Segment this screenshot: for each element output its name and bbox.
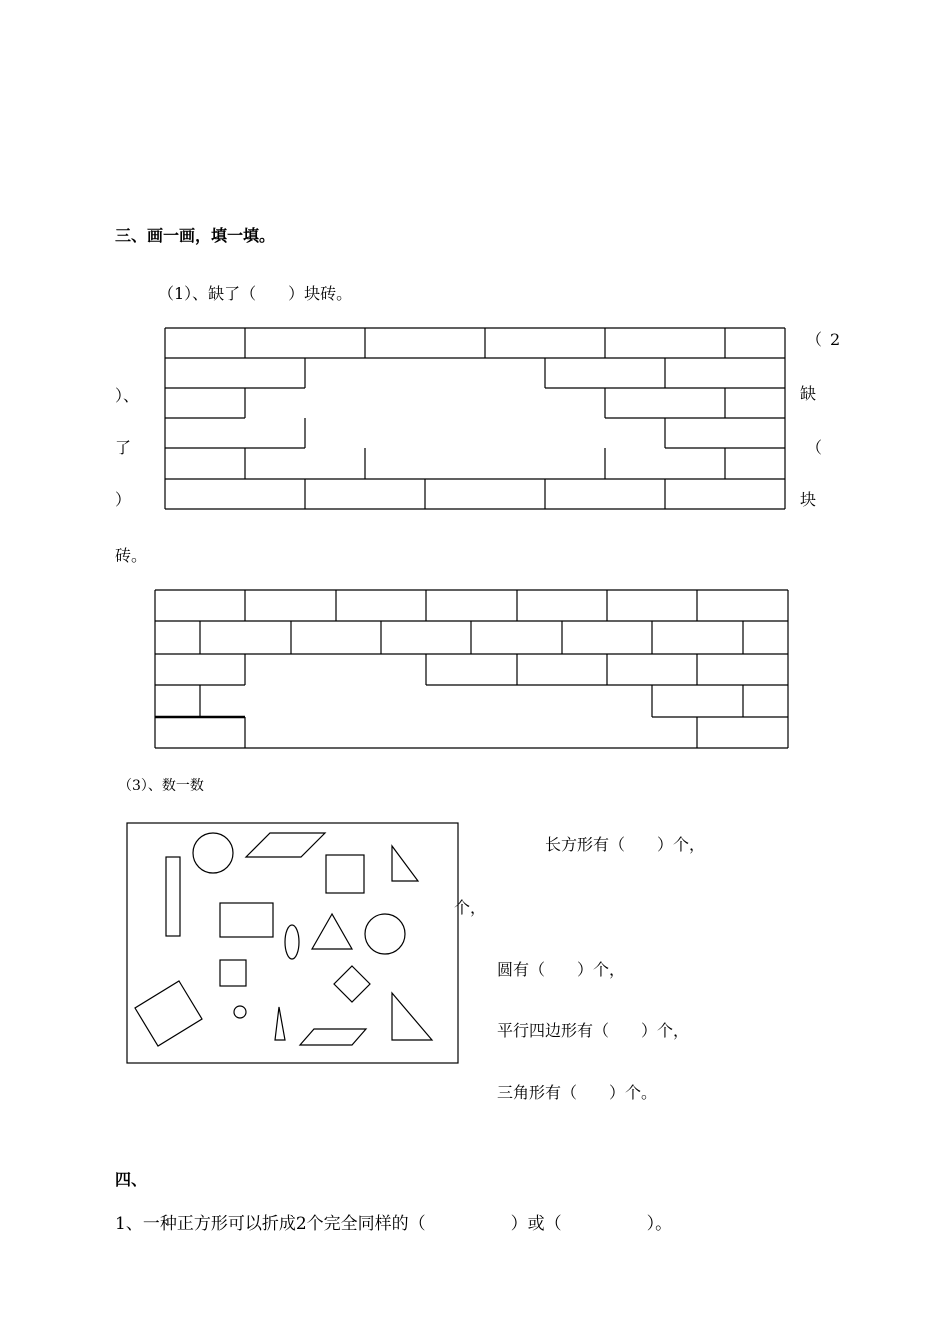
q2-right-4: （ <box>806 438 823 457</box>
parallelogram <box>300 1029 366 1045</box>
section-4-heading: 四、 <box>115 1170 148 1189</box>
q2-left-3: ） <box>115 490 132 509</box>
tilted-rectangle <box>135 981 202 1046</box>
square <box>326 855 364 893</box>
section-3-heading: 三、画一画，填一填。 <box>115 226 276 245</box>
right-triangle <box>392 846 418 881</box>
rectangle <box>220 903 273 937</box>
q2-right-1: （ <box>806 330 823 349</box>
right-triangle <box>392 993 432 1040</box>
q2-right-2: 2 <box>830 330 841 349</box>
tall-rectangle <box>166 857 180 936</box>
q2-left-2: 了 <box>115 438 132 457</box>
figure-frame <box>127 823 458 1063</box>
count-circles: 圆有（ ）个， <box>497 960 626 979</box>
section-4-question-1: 1、一种正方形可以折成2个完全同样的（ ）或（ ）。 <box>115 1214 673 1234</box>
count-fragment: 个， <box>454 898 487 917</box>
q2-right-5: 块 <box>800 490 817 509</box>
small-circle <box>234 1006 246 1018</box>
ellipse <box>285 925 299 959</box>
q2-right-3: 缺 <box>800 384 817 403</box>
small-square <box>220 960 246 986</box>
circle <box>193 833 233 873</box>
question-1-text: （1）、缺了（ ）块砖。 <box>158 284 353 303</box>
count-rectangles: 长方形有（ ）个， <box>545 835 706 854</box>
circle <box>365 914 405 954</box>
q2-left-1: ）、 <box>115 386 140 405</box>
parallelogram <box>246 833 325 857</box>
count-triangles: 三角形有（ ）个。 <box>497 1083 658 1102</box>
count-parallelograms: 平行四边形有（ ）个， <box>497 1021 690 1040</box>
question-3-label: （3）、数一数 <box>118 778 204 794</box>
triangle <box>312 914 352 949</box>
q2-tail: 砖。 <box>115 546 148 565</box>
thin-triangle <box>275 1007 285 1040</box>
diamond-square <box>334 966 370 1002</box>
